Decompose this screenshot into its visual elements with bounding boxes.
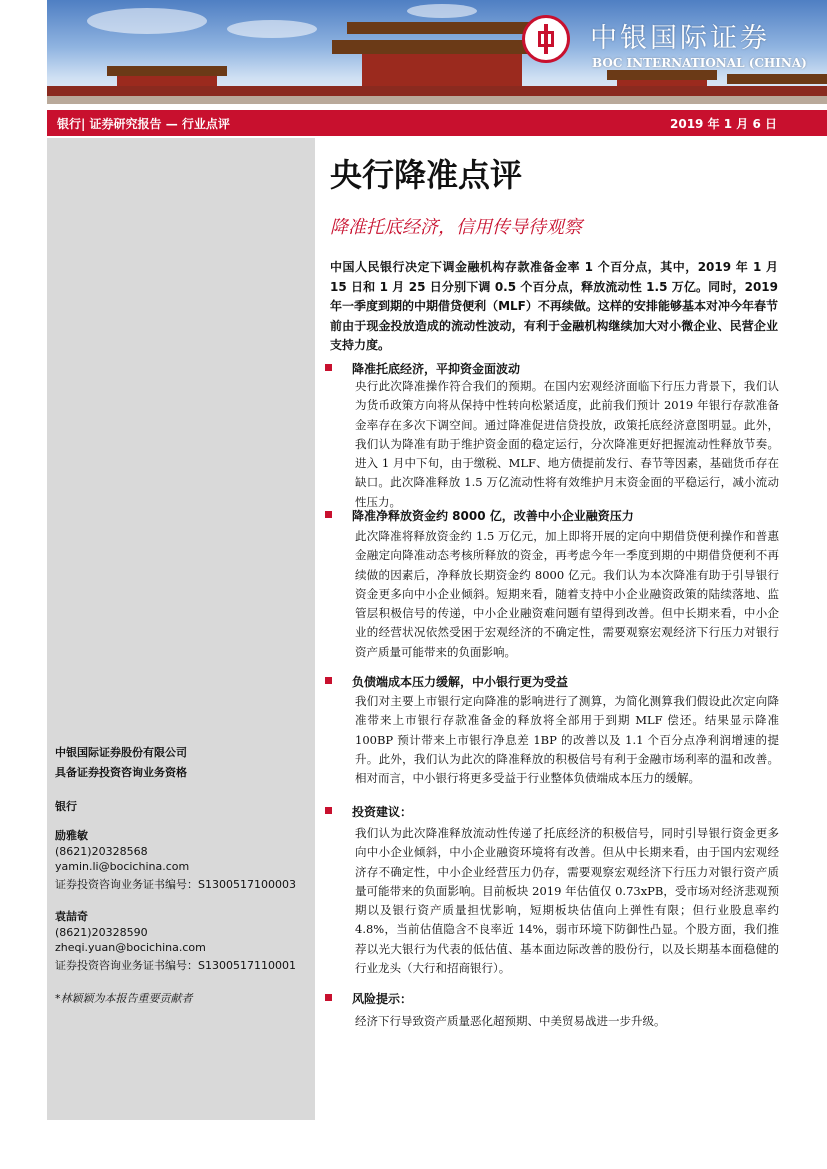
section-body: 此次降准将释放资金约 1.5 万亿元，加上即将开展的定向中期借贷便利操作和普惠金融定向降准动态考核所释放的资金，再考虑今年一季度到期的中期借贷便利不再续做的因素后，净释放长期资金约 8000 亿元。我们认为本次降准有助于引导银行资金更多向中小企业倾斜。短期来看，随着支持中小企业融资政策的陆续落地、监管层积极信号的传递，中小企业融资难问题有望得到改善。但中长期来看，中小企业的经营状况依然受困于宏观经济的不确定性，需要观察宏观经济下行压力对银行资产质量可能带来的负面影响。 bbox=[355, 529, 779, 659]
report-subtitle: 降准托底经济，信用传导待观察 bbox=[330, 217, 582, 238]
square-bullet-icon bbox=[325, 994, 332, 1001]
section-body: 经济下行导致资产质量恶化超预期、中美贸易战进一步升级。 bbox=[355, 1014, 666, 1028]
section-body: 我们对主要上市银行定向降准的影响进行了测算，为简化测算我们假设此次定向降准带来上市银行存款准备金的释放将全部用于到期 MLF 偿还。结果显示降准 100BP 预计带来上市银行净息差 1BP 的改善以及 1.1 个百分点净利润增速的提升。此外，我们认为此次的降准释放的积极信号有利于金融市场利率的温和改善。相对而言，中小银行将更多受益于行业整体负债端成本压力的缓解。 bbox=[355, 694, 779, 786]
analyst-cert: 证券投资咨询业务证书编号：S1300517110001 bbox=[55, 959, 296, 972]
square-bullet-icon bbox=[325, 511, 332, 518]
analyst-phone: (8621)20328590 bbox=[55, 926, 148, 939]
boc-logo-icon bbox=[522, 15, 570, 63]
sidebar bbox=[47, 138, 315, 1120]
analyst-name: 袁喆奇 bbox=[55, 910, 88, 923]
left-margin bbox=[0, 985, 47, 1169]
analyst-cert: 证券投资咨询业务证书编号：S1300517100003 bbox=[55, 878, 296, 891]
brand-name-en: BOC INTERNATIONAL (CHINA) bbox=[592, 56, 807, 70]
report-category: 银行| 证券研究报告 — 行业点评 bbox=[57, 117, 230, 131]
square-bullet-icon bbox=[325, 364, 332, 371]
section-body: 央行此次降准操作符合我们的预期。在国内宏观经济面临下行压力背景下，我们认为货币政策方向将从保持中性转向松紧适度，此前我们预计 2019 年银行存款准备金率存在多次下调空间。通过降准促进信贷投放，政策托底经济意图明显。此外，我们认为降准有助于维护资金面的稳定运行，分次降准更好把握流动性释放节奏。进入 1 月中下旬，由于缴税、MLF、地方债提前发行、春节等因素，基础货币存在缺口。此次降准释放 1.5 万亿流动性将有效维护月末资金面的平稳运行，减小流动性压力。 bbox=[355, 379, 779, 509]
square-bullet-icon bbox=[325, 807, 332, 814]
contributor-note: *林颖颖为本报告重要贡献者 bbox=[55, 992, 193, 1005]
square-bullet-icon bbox=[325, 677, 332, 684]
report-summary: 中国人民银行决定下调金融机构存款准备金率 1 个百分点，其中，2019 年 1 月 15 日和 1 月 25 日分别下调 0.5 个百分点，释放流动性 1.5 万亿。同时，2019 年一季度到期的中期借贷便利（MLF）不再续做。这样的安排能够基本对冲今年春节前由于现金投放造成的流动性波动，有利于金融机构继续加大对小微企业、民营企业支持力度。 bbox=[330, 260, 778, 352]
report-title: 央行降准点评 bbox=[330, 156, 523, 194]
analyst-phone: (8621)20328568 bbox=[55, 845, 148, 858]
section-body: 我们认为此次降准释放流动性传递了托底经济的积极信号，同时引导银行资金更多向中小企业倾斜，中小企业融资环境将有改善。但从中长期来看，由于国内宏观经济存不确定性，中小企业经营压力仍存，需要观察宏观经济下行压力对银行资产质量可能带来的负面影响。目前板块 2019 年估值仅 0.73xPB，受市场对经济悲观预期以及银行资产质量担忧影响，短期板块估值向上弹性有限；但行业股息率约 4.8%，当前估值隐含不良率近 14%，弱市环境下防御性凸显。个股方面，我们推荐以光大银行为代表的低估值、基本面边际改善的股份行，以及长期基本面稳健的行业龙头（大行和招商银行）。 bbox=[355, 826, 779, 976]
analyst-email[interactable]: yamin.li@bocichina.com bbox=[55, 860, 190, 873]
analyst-email[interactable]: zheqi.yuan@bocichina.com bbox=[55, 941, 206, 954]
sidebar-industry: 银行 bbox=[55, 800, 77, 813]
sidebar-qualification: 具备证券投资咨询业务资格 bbox=[55, 766, 187, 779]
brand-name-cn: 中银国际证券 bbox=[590, 23, 770, 54]
header-bar bbox=[47, 110, 827, 136]
palace-plaza bbox=[47, 96, 827, 104]
report-date: 2019 年 1 月 6 日 bbox=[670, 117, 777, 131]
analyst-name: 励雅敏 bbox=[55, 829, 88, 842]
sidebar-company: 中银国际证券股份有限公司 bbox=[55, 746, 187, 759]
